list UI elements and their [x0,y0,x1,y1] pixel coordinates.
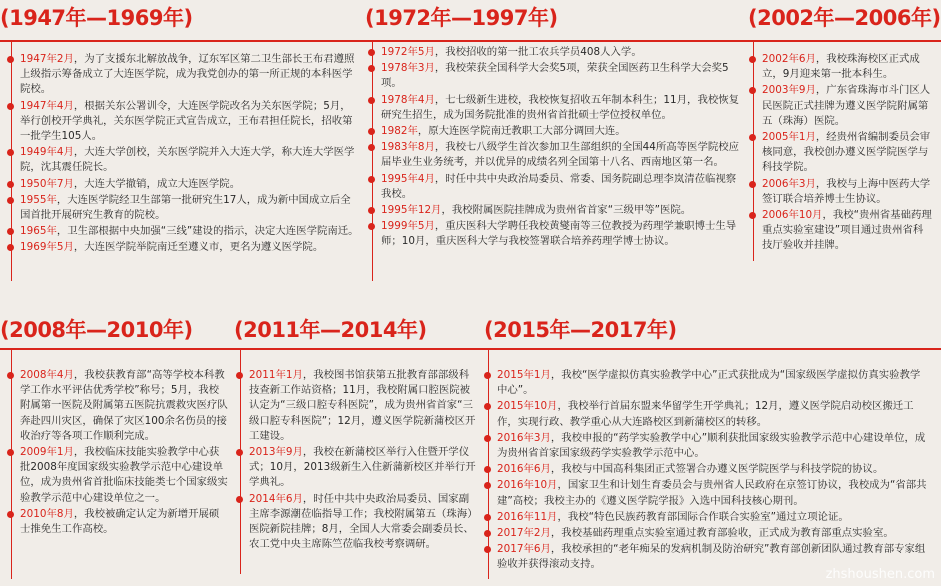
entry-date: 2006年10月 [762,209,823,222]
entry-text: ，原大连医学院南迁教职工大部分调回大连。 [417,125,626,138]
timeline-dot-icon [236,449,243,456]
period-title: (2011年—2014年) [234,318,427,342]
entry-date: 2017年6月 [497,543,551,556]
entry-text: ，我校“医学虚拟仿真实验教学中心”正式获批成为“国家级医学虚拟仿真实验教学中心”。 [497,369,921,397]
timeline-dot-icon [7,449,14,456]
entry-text: ，我校图书馆获第五批教育部部级科技查新工作站资格；11月，我校附属口腔医院被认定为“三级口腔专科医院”，成为贵州省首家“三级口腔专科医院”；12月，遵义医学院新蒲校区开工建设。 [249,369,476,442]
entry-date: 1949年4月 [20,146,74,159]
entry-date: 2006年3月 [762,177,816,190]
timeline-dot-icon [7,228,14,235]
timeline-dot-icon [484,482,491,489]
period-column-2008 [11,368,229,538]
timeline-entry [372,172,744,202]
timeline-entry [11,445,229,506]
period-title: (2002年—2006年) [748,6,941,30]
entry-text: ，我校在新蒲校区举行入住暨开学仪式；10月，2013级新生入住新蒲新校区并举行开学典礼。 [249,446,476,489]
timeline-dot-icon [7,372,14,379]
entry-text: ，大连大学创校，关东医学院并入大连大学，称大连大学医学院，沈其震任院长。 [20,146,355,174]
entry-text: ，我校承担的“老年痴呆的发病机制及防治研究”教育部创新团队通过教育部专家组验收并获得滚动支持。 [497,543,926,571]
entry-text: ，根据关东公署训令，大连医学院改名为关东医学院；5月，举行创校开学典礼，关东医学院正式宣告成立，王布君担任院长，招收第一批学生105人。 [20,99,353,143]
timeline-dot-icon [484,403,491,410]
entry-date: 2016年6月 [497,463,551,476]
entry-date: 2009年1月 [20,446,74,459]
timeline-entry [240,368,476,444]
timeline-entry [372,203,744,218]
entry-text: ，时任中共中央政治局委员、国家副主席李源潮莅临指导工作；我校附属第五（珠海）医院新院挂牌；8月，全国人大常委会副委员长、农工党中央主席陈竺莅临我校考察调研。 [249,492,474,551]
timeline-dot-icon [368,128,375,135]
entry-text: ，我校“特色民族药教育部国际合作联合实验室”通过立项论证。 [557,510,849,523]
timeline-entry [753,177,933,207]
timeline-dot-icon [749,134,756,141]
timeline-entry [11,145,359,175]
entry-text: ，我校荣获全国科学大会奖5项，荣获全国医药卫生科学大会奖5项。 [381,62,729,90]
period-column-1947 [11,52,359,257]
entry-text: ，大连医学院举院南迁至遵义市，更名为遵义医学院。 [73,241,324,254]
timeline-dot-icon [7,244,14,251]
entry-date: 2016年3月 [497,431,551,444]
entry-date: 2008年4月 [20,369,74,381]
timeline-entry [488,431,928,461]
timeline-entry [753,208,933,254]
timeline-dot-icon [749,212,756,219]
entry-date: 1947年4月 [20,99,74,112]
timeline-dot-icon [368,97,375,104]
timeline-entry [11,507,229,537]
entry-date: 1995年12月 [381,204,442,217]
entry-text: ，我校与上海中医药大学签订联合培养博士生协议。 [762,177,931,205]
entry-date: 1983年8月 [381,141,435,154]
entry-date: 2017年2月 [497,527,551,540]
entry-text: ，我校获教育部“高等学校本科教学工作水平评估优秀学校”称号；5月，我校附属第一医院及附属第五医院抗震救灾医疗队奔赴四川灾区，确保了灾区100余名伤员的接收治疗等各项工作顺利完成。 [20,369,228,442]
entry-date: 1982年 [381,125,418,138]
period-title: (2015年—2017年) [484,318,677,342]
entry-text: ，国家卫生和计划生育委员会与贵州省人民政府在京签订协议，我校成为“省部共建”高校；我校主办的《遵义医学院学报》入选中国科技核心期刊。 [497,479,927,507]
entry-date: 2016年10月 [497,479,558,492]
period-title: (1972年—1997年) [365,6,558,30]
entry-date: 2014年6月 [249,492,303,505]
watermark-text: zhsho‍ushen.com [825,567,935,582]
entry-date: 1999年5月 [381,220,435,233]
entry-date: 2002年6月 [762,53,816,65]
timeline-dot-icon [7,181,14,188]
entry-text: ，我校七八级学生首次参加卫生部组织的全国44所高等医学院校应届毕业生业务统考，并以优异的成绩名列全国第十八名、西南地区第一名。 [381,141,739,169]
bottom-timeline-line [0,348,941,350]
timeline-entry [11,177,359,192]
timeline-entry [753,52,933,82]
timeline-dot-icon [368,144,375,151]
entry-text: ，我校被确定认定为新增开展硕士推免生工作高校。 [20,507,220,536]
entry-text: ，重庆医科大学聘任我校黄燮南等三位教授为药理学兼职博士生导师；10月，重庆医科大学与我校签署联合培养药理学博士协议。 [381,220,737,248]
entry-date: 2015年10月 [497,400,558,413]
timeline-dot-icon [7,149,14,156]
timeline-dot-icon [484,514,491,521]
timeline-entry [11,368,229,444]
timeline-entry [11,193,359,223]
timeline-dot-icon [368,223,375,230]
timeline-dot-icon [368,176,375,183]
timeline-dot-icon [484,546,491,553]
timeline-entry [488,510,928,525]
timeline-dot-icon [7,56,14,63]
timeline-entry [11,99,359,145]
timeline-entry [372,140,744,170]
entry-date: 2003年9月 [762,84,816,97]
entry-date: 1947年2月 [20,53,74,65]
entry-text: ，我校附属医院挂牌成为贵州省首家“三级甲等”医院。 [441,204,692,217]
entry-text: ，为了支援东北解放战争，辽东军区第二卫生部长王布君遵照上级指示筹备成立了大连医学院，成为我党创办的第一所正规的本科医学院校。 [20,53,355,96]
entry-date: 1969年5月 [20,241,74,254]
entry-date: 1955年 [20,193,57,206]
entry-text: ，七七级新生进校，我校恢复招收五年制本科生；11月，我校恢复研究生招生，成为国务院批准的贵州省首批硕士学位授权单位。 [381,93,739,121]
period-title: (1947年—1969年) [0,6,193,30]
entry-date: 2010年8月 [20,507,74,520]
timeline-entry [488,526,928,541]
timeline-dot-icon [749,181,756,188]
period-title: (2008年—2010年) [0,318,193,342]
timeline-dot-icon [368,65,375,72]
entry-date: 2005年1月 [762,131,816,144]
entry-text: ，我校招收的第一批工农兵学员408人入学。 [434,46,642,58]
timeline-dot-icon [749,56,756,63]
timeline-dot-icon [368,207,375,214]
timeline-entry [488,462,928,477]
entry-date: 2011年1月 [249,369,303,381]
timeline-dot-icon [368,49,375,56]
entry-text: ，我校申报的“药学实验教学中心”顺利获批国家级实验教学示范中心建设单位，成为贵州省首家国家级药学实验教学示范中心。 [497,431,926,460]
timeline-entry [753,130,933,176]
entry-text: ，我校与中国高科集团正式签署合办遵义医学院医学与科技学院的协议。 [550,463,884,476]
entry-date: 1965年 [20,225,57,238]
entry-text: ，大连大学撤销，成立大连医学院。 [73,177,241,190]
timeline-dot-icon [484,435,491,442]
entry-text: ，我校“贵州省基础药理重点实验室建设”项目通过贵州省科技厅验收并挂牌。 [762,209,932,252]
timeline-entry [11,224,359,239]
entry-text: ，广东省珠海市斗门区人民医院正式挂牌为遵义医学院附属第五（珠海）医院。 [762,84,931,127]
timeline-entry [372,124,744,139]
timeline-entry [372,61,744,91]
timeline-dot-icon [7,511,14,518]
timeline-entry [753,83,933,129]
entry-date: 2015年1月 [497,369,551,381]
timeline-entry [488,478,928,508]
timeline-dot-icon [749,87,756,94]
entry-date: 2013年9月 [249,446,303,459]
timeline-entry [488,399,928,429]
entry-date: 1995年4月 [381,172,435,185]
timeline-entry [11,240,359,255]
timeline-entry [488,368,928,398]
period-column-2015 [488,368,928,574]
entry-date: 1972年5月 [381,46,435,58]
entry-text: ，我校珠海校区正式成立，9月迎来第一批本科生。 [762,53,920,81]
timeline-dot-icon [7,103,14,110]
entry-text: ，大连医学院经卫生部第一批研究生17人，成为新中国成立后全国首批开展研究生教育的院校。 [20,193,351,222]
entry-date: 2016年11月 [497,510,558,523]
timeline-entry [372,93,744,123]
timeline-entry [240,492,476,553]
timeline-dot-icon [484,466,491,473]
timeline-dot-icon [7,197,14,204]
entry-text: ，我校基础药理重点实验室通过教育部验收，正式成为教育部重点实验室。 [550,527,894,540]
timeline-entry [240,445,476,491]
period-column-2002 [753,52,933,255]
entry-date: 1978年4月 [381,93,435,106]
entry-date: 1978年3月 [381,62,435,75]
period-column-1972 [372,45,744,251]
timeline-entry [372,45,744,60]
entry-text: ，我校临床技能实验教学中心获批2008年度国家级实验教学示范中心建设单位，成为贵州省首批临床技能类七个国家级实验教学示范中心建设单位之一。 [20,446,228,504]
period-column-2011 [240,368,476,553]
top-timeline-line [0,40,941,42]
entry-text: ，我校举行首届东盟来华留学生开学典礼；12月，遵义医学院启动校区搬迁工作，实现行政、教学重心从大连路校区到新蒲校区的转移。 [497,400,914,428]
timeline-entry [11,52,359,98]
timeline-dot-icon [484,372,491,379]
entry-date: 1950年7月 [20,177,74,190]
entry-text: ，时任中共中央政治局委员、常委、国务院副总理李岚清莅临视察我校。 [381,172,737,200]
timeline-entry [372,219,744,249]
entry-text: ，卫生部根据中央加强“三线”建设的指示，决定大连医学院南迁。 [56,225,359,238]
timeline-dot-icon [484,530,491,537]
timeline-dot-icon [236,372,243,379]
entry-text: ，经贵州省编制委员会审核同意，我校创办遵义医学院医学与科技学院。 [762,131,931,174]
timeline-dot-icon [236,496,243,503]
